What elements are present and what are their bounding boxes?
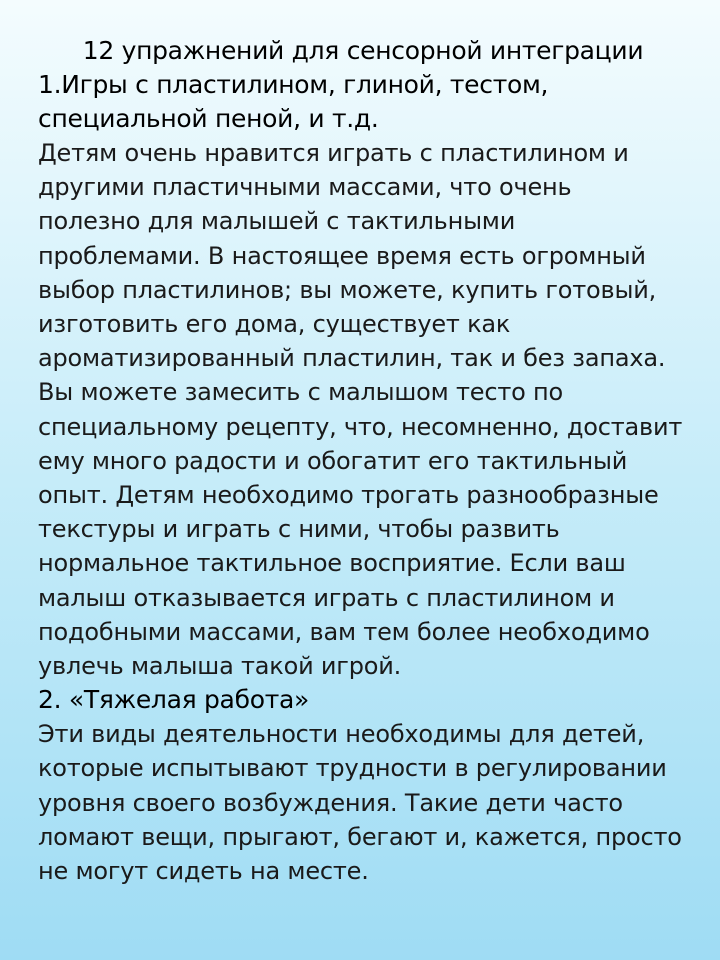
slide-title: 12 упражнений для сенсорной интеграции <box>82 36 644 65</box>
slide-content <box>38 34 688 888</box>
section-2-heading <box>38 683 688 717</box>
section-1 <box>38 68 688 683</box>
body-line: полезно для малышей с тактильными <box>38 207 516 236</box>
section-2 <box>38 683 688 888</box>
heading-line: 2. «Тяжелая работа» <box>38 685 309 715</box>
body-line: выбор пластилинов; вы можете, купить готовый, <box>38 275 657 304</box>
body-line: ему много радости и обогатит его тактильный <box>38 446 628 475</box>
section-2-body <box>38 717 688 888</box>
body-line: нормальное тактильное восприятие. Если ваш <box>38 549 626 578</box>
body-line: Эти виды деятельности необходимы для детей, <box>38 720 645 749</box>
body-line: ароматизированный пластилин, так и без запаха. <box>38 344 666 373</box>
body-line: проблемами. В настоящее время есть огромный <box>38 241 646 270</box>
body-line: не могут сидеть на месте. <box>38 857 369 886</box>
body-line: подобными массами, вам тем более необходимо <box>38 617 650 646</box>
heading-line: 1.Игры с пластилином, глиной, тестом, <box>38 70 549 99</box>
body-line: изготовить его дома, существует как <box>38 310 511 339</box>
body-line: которые испытывают трудности в регулировании <box>38 754 667 783</box>
body-line: текстуры и играть с ними, чтобы развить <box>38 515 560 544</box>
section-1-body <box>38 136 688 683</box>
body-line: ломают вещи, прыгают, бегают и, кажется, просто <box>38 822 682 851</box>
body-line: увлечь малыша такой игрой. <box>38 652 402 681</box>
body-line: Вы можете замесить с малышом тесто по <box>38 378 563 407</box>
body-line: другими пластичными массами, что очень <box>38 173 572 202</box>
body-line: Детям очень нравится играть с пластилином и <box>38 139 629 167</box>
body-line: опыт. Детям необходимо трогать разнообразные <box>38 481 659 510</box>
body-line: малыш отказывается играть с пластилином и <box>38 583 615 612</box>
body-line: специальному рецепту, что, несомненно, доставит <box>38 412 683 441</box>
heading-line: специальной пеной, и т.д. <box>38 104 379 133</box>
section-1-heading <box>38 68 688 136</box>
body-line: уровня своего возбуждения. Такие дети часто <box>38 788 623 817</box>
